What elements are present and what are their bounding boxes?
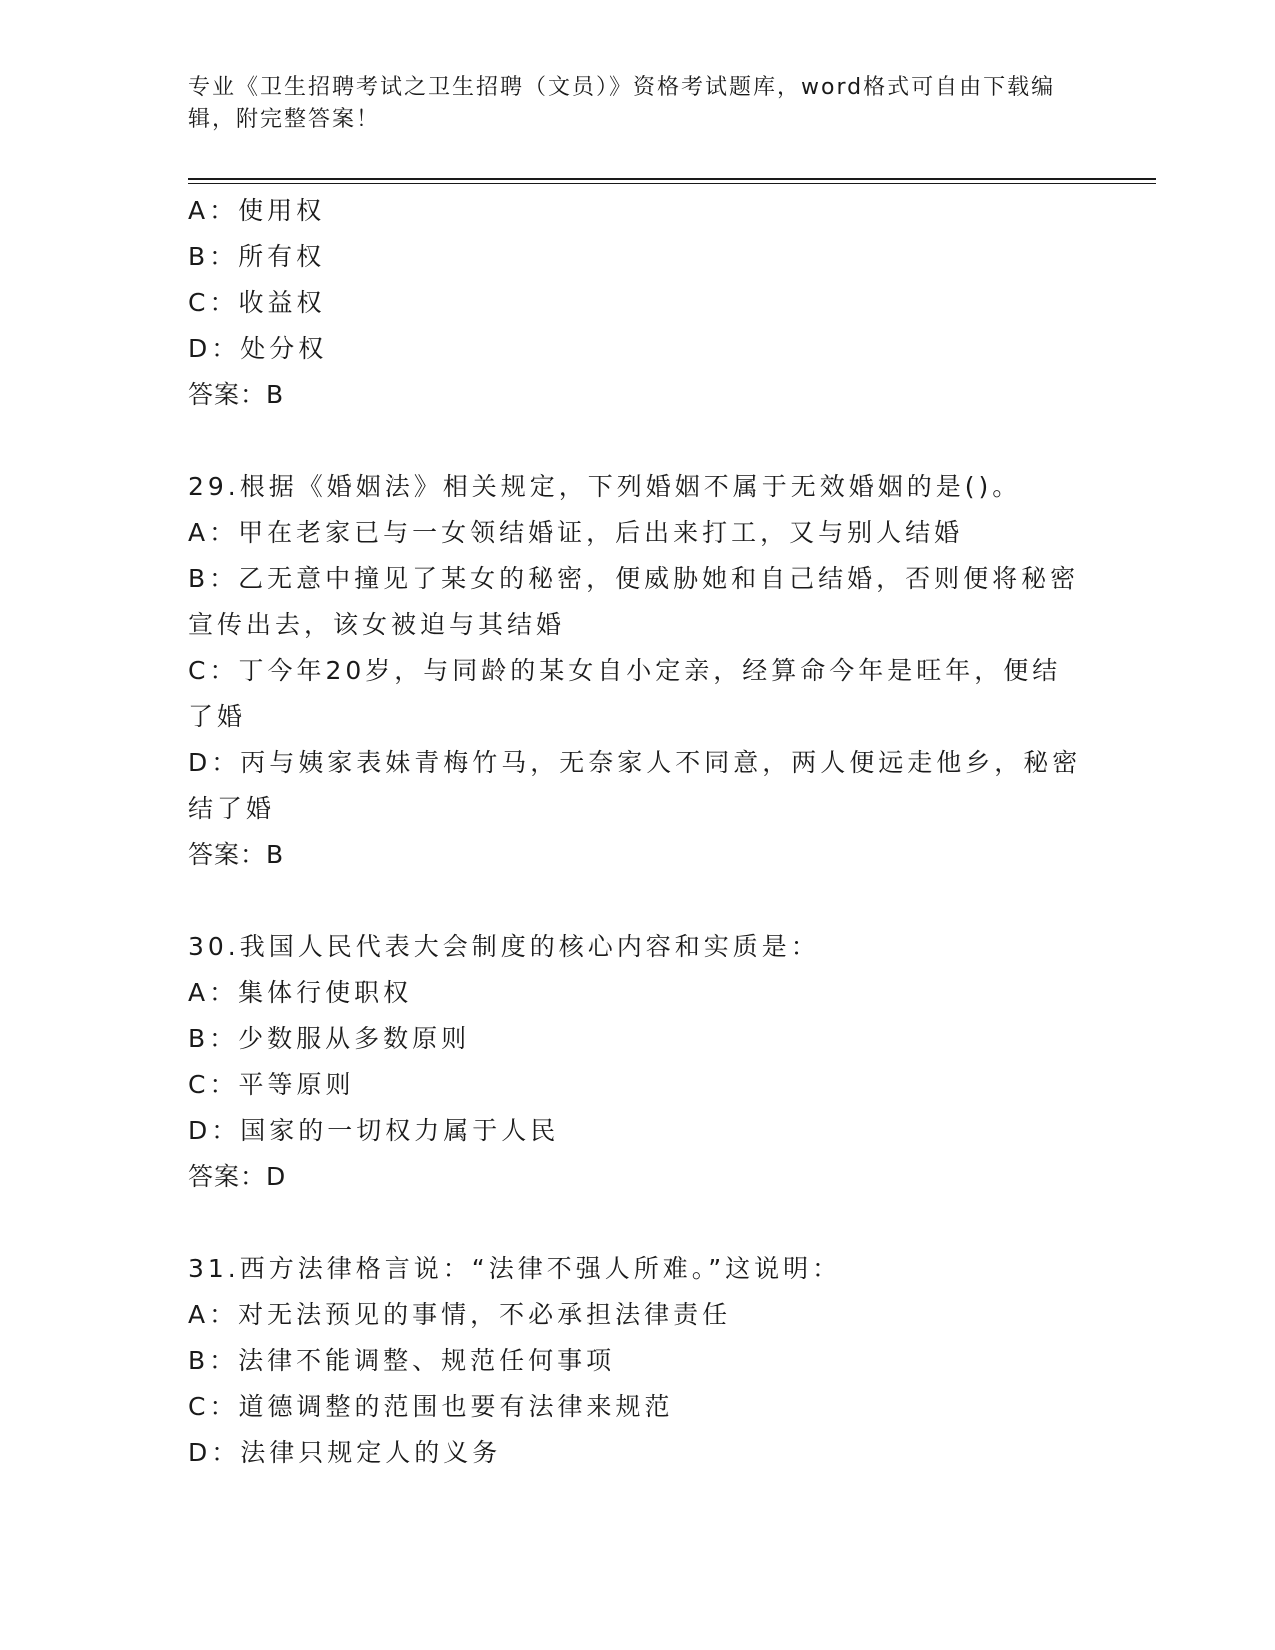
option-b: B：法律不能调整、规范任何事项 — [188, 1346, 616, 1375]
option-b: B：少数服从多数原则 — [188, 1024, 471, 1053]
option-d: D：国家的一切权力属于人民 — [188, 1116, 560, 1145]
carryover-question — [188, 188, 1088, 418]
question-text: 30.我国人民代表大会制度的核心内容和实质是： — [188, 932, 820, 961]
spacer — [188, 1200, 1088, 1246]
option-c: C：平等原则 — [188, 1070, 355, 1099]
option-a: A：甲在老家已与一女领结婚证，后出来打工，又与别人结婚 — [188, 518, 964, 547]
option-b: B：乙无意中撞见了某女的秘密，便威胁她和自己结婚，否则便将秘密宣传出去，该女被迫与其结婚 — [188, 564, 1080, 639]
spacer — [188, 418, 1088, 464]
header-divider-thin — [188, 183, 1156, 184]
option-d: D：处分权 — [188, 334, 328, 363]
option-a: A：使用权 — [188, 196, 326, 225]
answer-line: 答案：D — [188, 1162, 287, 1191]
option-c: C：收益权 — [188, 288, 326, 317]
answer-line: 答案：B — [188, 840, 285, 869]
question-30 — [188, 924, 1088, 1200]
question-29 — [188, 464, 1088, 878]
question-content — [188, 188, 1088, 1476]
option-a: A：对无法预见的事情，不必承担法律责任 — [188, 1300, 732, 1329]
option-c: C：丁今年20岁，与同龄的某女自小定亲，经算命今年是旺年，便结了婚 — [188, 656, 1062, 731]
option-a: A：集体行使职权 — [188, 978, 413, 1007]
document-header: 专业《卫生招聘考试之卫生招聘（文员）》资格考试题库，word格式可自由下载编辑，附完整答案！ — [188, 75, 1056, 132]
option-d: D：法律只规定人的义务 — [188, 1438, 502, 1467]
question-31 — [188, 1246, 1088, 1476]
spacer — [188, 878, 1088, 924]
option-b: B：所有权 — [188, 242, 326, 271]
answer-line: 答案：B — [188, 380, 285, 409]
question-text: 29.根据《婚姻法》相关规定，下列婚姻不属于无效婚姻的是()。 — [188, 472, 1022, 501]
option-d: D：丙与姨家表妹青梅竹马，无奈家人不同意，两人便远走他乡，秘密结了婚 — [188, 748, 1082, 823]
option-c: C：道德调整的范围也要有法律来规范 — [188, 1392, 674, 1421]
header-divider-thick — [188, 178, 1156, 180]
question-text: 31.西方法律格言说：“法律不强人所难。”这说明： — [188, 1254, 842, 1283]
